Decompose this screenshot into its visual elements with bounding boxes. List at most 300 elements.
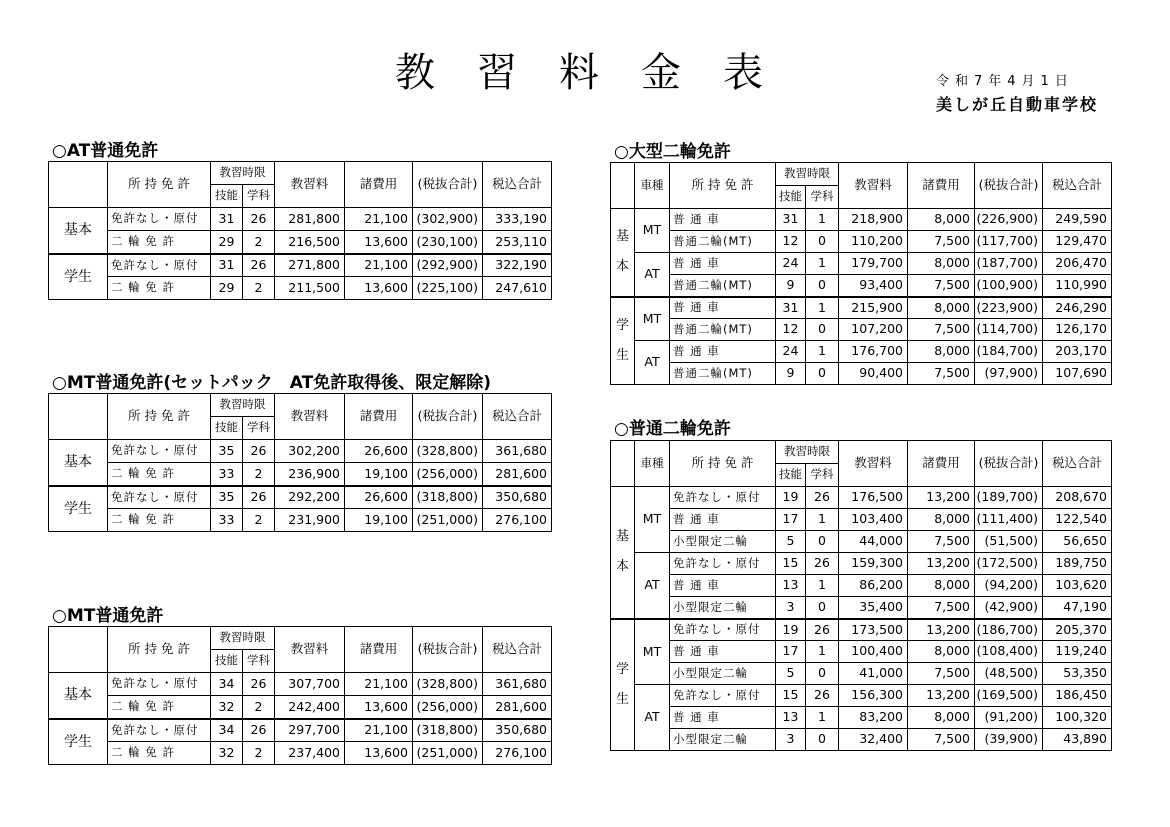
header-misc: 諸費用 bbox=[908, 441, 975, 487]
table-row bbox=[49, 486, 552, 509]
incl-cell: 350,680 bbox=[483, 486, 552, 509]
section-title-large-moto: ○大型二輪免許 bbox=[614, 142, 731, 162]
misc-cell: 13,200 bbox=[908, 619, 975, 641]
skill-cell: 32 bbox=[211, 742, 243, 765]
vehicle-cell: MT bbox=[635, 487, 670, 553]
header-incl: 税込合計 bbox=[1043, 163, 1112, 209]
header-incl: 税込合計 bbox=[483, 627, 552, 673]
misc-cell: 13,200 bbox=[908, 685, 975, 707]
tuition-cell: 179,700 bbox=[839, 253, 908, 275]
license-cell: 免許なし・原付 bbox=[108, 440, 211, 463]
license-cell: 免許なし・原付 bbox=[108, 486, 211, 509]
group-char: 生 bbox=[615, 691, 629, 707]
tuition-cell: 173,500 bbox=[839, 619, 908, 641]
theory-cell: 1 bbox=[806, 509, 839, 531]
header-misc: 諸費用 bbox=[345, 627, 413, 673]
tuition-cell: 156,300 bbox=[839, 685, 908, 707]
incl-cell: 208,670 bbox=[1043, 487, 1112, 509]
misc-cell: 7,500 bbox=[908, 319, 975, 341]
header-license: 所 持 免 許 bbox=[108, 627, 211, 673]
tuition-cell: 93,400 bbox=[839, 275, 908, 297]
misc-cell: 13,200 bbox=[908, 487, 975, 509]
table-row bbox=[611, 487, 1112, 509]
excl-cell: (184,700) bbox=[975, 341, 1043, 363]
header-excl: (税抜合計) bbox=[413, 162, 483, 208]
misc-cell: 8,000 bbox=[908, 209, 975, 231]
group-label: 基本 bbox=[49, 673, 108, 719]
header-tuition: 教習料 bbox=[839, 441, 908, 487]
misc-cell: 8,000 bbox=[908, 297, 975, 319]
misc-cell: 21,100 bbox=[345, 719, 413, 742]
tuition-cell: 242,400 bbox=[275, 696, 345, 719]
theory-cell: 26 bbox=[243, 254, 275, 277]
table-row bbox=[611, 663, 1112, 685]
license-cell: 二 輪 免 許 bbox=[108, 231, 211, 254]
section-title-at-normal: ○AT普通免許 bbox=[52, 141, 159, 161]
license-cell: 小型限定二輪 bbox=[670, 663, 776, 685]
skill-cell: 29 bbox=[211, 277, 243, 300]
incl-cell: 350,680 bbox=[483, 719, 552, 742]
header-vehicle: 車種 bbox=[635, 441, 670, 487]
skill-cell: 13 bbox=[776, 707, 806, 729]
skill-cell: 15 bbox=[776, 685, 806, 707]
excl-cell: (318,800) bbox=[413, 486, 483, 509]
excl-cell: (42,900) bbox=[975, 597, 1043, 619]
license-cell: 二 輪 免 許 bbox=[108, 696, 211, 719]
misc-cell: 8,000 bbox=[908, 707, 975, 729]
license-cell: 普通二輪(MT) bbox=[670, 275, 776, 297]
license-cell: 二 輪 免 許 bbox=[108, 509, 211, 532]
header-theory: 学科 bbox=[243, 417, 275, 440]
license-cell: 免許なし・原付 bbox=[108, 719, 211, 742]
tuition-cell: 86,200 bbox=[839, 575, 908, 597]
misc-cell: 8,000 bbox=[908, 575, 975, 597]
table-row bbox=[611, 341, 1112, 363]
skill-cell: 19 bbox=[776, 487, 806, 509]
header-incl: 税込合計 bbox=[1043, 441, 1112, 487]
incl-cell: 253,110 bbox=[483, 231, 552, 254]
excl-cell: (100,900) bbox=[975, 275, 1043, 297]
incl-cell: 276,100 bbox=[483, 742, 552, 765]
incl-cell: 100,320 bbox=[1043, 707, 1112, 729]
license-cell: 普通二輪(MT) bbox=[670, 363, 776, 385]
skill-cell: 24 bbox=[776, 253, 806, 275]
header-misc: 諸費用 bbox=[908, 163, 975, 209]
misc-cell: 7,500 bbox=[908, 275, 975, 297]
tuition-cell: 237,400 bbox=[275, 742, 345, 765]
excl-cell: (189,700) bbox=[975, 487, 1043, 509]
table-row bbox=[611, 641, 1112, 663]
misc-cell: 26,600 bbox=[345, 440, 413, 463]
incl-cell: 189,750 bbox=[1043, 553, 1112, 575]
incl-cell: 205,370 bbox=[1043, 619, 1112, 641]
misc-cell: 13,600 bbox=[345, 277, 413, 300]
license-cell: 免許なし・原付 bbox=[670, 553, 776, 575]
excl-cell: (169,500) bbox=[975, 685, 1043, 707]
table-row bbox=[611, 231, 1112, 253]
group-label: 基本 bbox=[49, 208, 108, 254]
header-license: 所 持 免 許 bbox=[670, 441, 776, 487]
skill-cell: 13 bbox=[776, 575, 806, 597]
section-title-mt-normal: ○MT普通免許 bbox=[52, 606, 164, 626]
theory-cell: 26 bbox=[806, 685, 839, 707]
incl-cell: 43,890 bbox=[1043, 729, 1112, 751]
theory-cell: 26 bbox=[243, 719, 275, 742]
license-cell: 免許なし・原付 bbox=[108, 673, 211, 696]
skill-cell: 12 bbox=[776, 231, 806, 253]
tuition-cell: 176,700 bbox=[839, 341, 908, 363]
vehicle-cell: AT bbox=[635, 253, 670, 297]
theory-cell: 26 bbox=[243, 673, 275, 696]
theory-cell: 0 bbox=[806, 363, 839, 385]
license-cell: 普 通 車 bbox=[670, 297, 776, 319]
misc-cell: 7,500 bbox=[908, 531, 975, 553]
fee-table-normal-moto bbox=[610, 440, 1112, 751]
tuition-cell: 211,500 bbox=[275, 277, 345, 300]
incl-cell: 56,650 bbox=[1043, 531, 1112, 553]
incl-cell: 47,190 bbox=[1043, 597, 1112, 619]
table-row bbox=[611, 509, 1112, 531]
license-cell: 普 通 車 bbox=[670, 341, 776, 363]
group-label-vertical bbox=[611, 297, 635, 385]
incl-cell: 53,350 bbox=[1043, 663, 1112, 685]
tuition-cell: 231,900 bbox=[275, 509, 345, 532]
theory-cell: 1 bbox=[806, 253, 839, 275]
theory-cell: 0 bbox=[806, 319, 839, 341]
vehicle-cell: AT bbox=[635, 341, 670, 385]
skill-cell: 3 bbox=[776, 729, 806, 751]
skill-cell: 35 bbox=[211, 486, 243, 509]
license-cell: 二 輪 免 許 bbox=[108, 463, 211, 486]
excl-cell: (292,900) bbox=[413, 254, 483, 277]
misc-cell: 7,500 bbox=[908, 597, 975, 619]
excl-cell: (97,900) bbox=[975, 363, 1043, 385]
table-row bbox=[49, 254, 552, 277]
vehicle-cell: AT bbox=[635, 553, 670, 619]
table-row bbox=[49, 509, 552, 532]
group-char: 本 bbox=[615, 559, 629, 575]
incl-cell: 249,590 bbox=[1043, 209, 1112, 231]
vehicle-cell: MT bbox=[635, 297, 670, 341]
group-label: 基本 bbox=[49, 440, 108, 486]
tuition-cell: 215,900 bbox=[839, 297, 908, 319]
skill-cell: 5 bbox=[776, 531, 806, 553]
issue-date: 令和7年4月1日 bbox=[936, 74, 1074, 89]
header-theory: 学科 bbox=[243, 185, 275, 208]
table-row bbox=[49, 440, 552, 463]
tuition-cell: 90,400 bbox=[839, 363, 908, 385]
header-theory: 学科 bbox=[806, 464, 839, 487]
header-excl: (税抜合計) bbox=[413, 394, 483, 440]
license-cell: 普通二輪(MT) bbox=[670, 231, 776, 253]
table-row bbox=[611, 531, 1112, 553]
header-tuition: 教習料 bbox=[839, 163, 908, 209]
skill-cell: 31 bbox=[776, 297, 806, 319]
excl-cell: (114,700) bbox=[975, 319, 1043, 341]
tuition-cell: 32,400 bbox=[839, 729, 908, 751]
header-incl: 税込合計 bbox=[483, 162, 552, 208]
tuition-cell: 44,000 bbox=[839, 531, 908, 553]
header-excl: (税抜合計) bbox=[413, 627, 483, 673]
misc-cell: 13,600 bbox=[345, 742, 413, 765]
fee-table-mt-normal bbox=[48, 626, 552, 765]
incl-cell: 203,170 bbox=[1043, 341, 1112, 363]
header-skill: 技能 bbox=[211, 417, 243, 440]
license-cell: 免許なし・原付 bbox=[670, 487, 776, 509]
license-cell: 普 通 車 bbox=[670, 509, 776, 531]
header-hours: 教習時限 bbox=[211, 162, 275, 185]
excl-cell: (39,900) bbox=[975, 729, 1043, 751]
license-cell: 普 通 車 bbox=[670, 575, 776, 597]
group-label-vertical bbox=[611, 487, 635, 619]
header-blank bbox=[49, 627, 108, 673]
header-tuition: 教習料 bbox=[275, 162, 345, 208]
skill-cell: 31 bbox=[211, 254, 243, 277]
license-cell: 小型限定二輪 bbox=[670, 597, 776, 619]
header-excl: (税抜合計) bbox=[975, 441, 1043, 487]
table-row bbox=[611, 729, 1112, 751]
header-hours: 教習時限 bbox=[211, 394, 275, 417]
table-row bbox=[611, 597, 1112, 619]
excl-cell: (256,000) bbox=[413, 696, 483, 719]
tuition-cell: 292,200 bbox=[275, 486, 345, 509]
theory-cell: 0 bbox=[806, 663, 839, 685]
header-blank bbox=[611, 441, 635, 487]
theory-cell: 0 bbox=[806, 275, 839, 297]
tuition-cell: 83,200 bbox=[839, 707, 908, 729]
table-row bbox=[49, 208, 552, 231]
excl-cell: (187,700) bbox=[975, 253, 1043, 275]
fee-table-mt-set bbox=[48, 393, 552, 532]
theory-cell: 26 bbox=[806, 619, 839, 641]
incl-cell: 361,680 bbox=[483, 440, 552, 463]
incl-cell: 103,620 bbox=[1043, 575, 1112, 597]
misc-cell: 8,000 bbox=[908, 509, 975, 531]
table-row bbox=[49, 231, 552, 254]
license-cell: 二 輪 免 許 bbox=[108, 277, 211, 300]
license-cell: 小型限定二輪 bbox=[670, 531, 776, 553]
skill-cell: 29 bbox=[211, 231, 243, 254]
header-misc: 諸費用 bbox=[345, 162, 413, 208]
tuition-cell: 281,800 bbox=[275, 208, 345, 231]
skill-cell: 31 bbox=[211, 208, 243, 231]
license-cell: 普 通 車 bbox=[670, 641, 776, 663]
skill-cell: 33 bbox=[211, 463, 243, 486]
incl-cell: 333,190 bbox=[483, 208, 552, 231]
table-row bbox=[611, 575, 1112, 597]
license-cell: 小型限定二輪 bbox=[670, 729, 776, 751]
skill-cell: 17 bbox=[776, 509, 806, 531]
incl-cell: 129,470 bbox=[1043, 231, 1112, 253]
table-row bbox=[611, 363, 1112, 385]
theory-cell: 26 bbox=[243, 486, 275, 509]
skill-cell: 3 bbox=[776, 597, 806, 619]
excl-cell: (251,000) bbox=[413, 742, 483, 765]
tuition-cell: 41,000 bbox=[839, 663, 908, 685]
tuition-cell: 236,900 bbox=[275, 463, 345, 486]
skill-cell: 9 bbox=[776, 363, 806, 385]
header-theory: 学科 bbox=[243, 650, 275, 673]
excl-cell: (186,700) bbox=[975, 619, 1043, 641]
group-char: 本 bbox=[615, 259, 629, 275]
incl-cell: 322,190 bbox=[483, 254, 552, 277]
skill-cell: 31 bbox=[776, 209, 806, 231]
table-row bbox=[611, 319, 1112, 341]
misc-cell: 21,100 bbox=[345, 208, 413, 231]
skill-cell: 35 bbox=[211, 440, 243, 463]
incl-cell: 119,240 bbox=[1043, 641, 1112, 663]
theory-cell: 26 bbox=[243, 208, 275, 231]
misc-cell: 8,000 bbox=[908, 641, 975, 663]
theory-cell: 1 bbox=[806, 707, 839, 729]
theory-cell: 2 bbox=[243, 463, 275, 486]
header-hours: 教習時限 bbox=[776, 163, 839, 186]
header-hours: 教習時限 bbox=[776, 441, 839, 464]
tuition-cell: 297,700 bbox=[275, 719, 345, 742]
skill-cell: 34 bbox=[211, 673, 243, 696]
section-title-mt-set: ○MT普通免許(セットパック AT免許取得後、限定解除) bbox=[52, 373, 491, 393]
group-label-vertical bbox=[611, 619, 635, 751]
incl-cell: 186,450 bbox=[1043, 685, 1112, 707]
group-label: 学生 bbox=[49, 719, 108, 765]
theory-cell: 0 bbox=[806, 597, 839, 619]
fee-table-at-normal bbox=[48, 161, 552, 300]
header-blank bbox=[611, 163, 635, 209]
theory-cell: 0 bbox=[806, 729, 839, 751]
table-row bbox=[611, 297, 1112, 319]
incl-cell: 281,600 bbox=[483, 696, 552, 719]
skill-cell: 17 bbox=[776, 641, 806, 663]
header-misc: 諸費用 bbox=[345, 394, 413, 440]
theory-cell: 1 bbox=[806, 297, 839, 319]
incl-cell: 126,170 bbox=[1043, 319, 1112, 341]
tuition-cell: 176,500 bbox=[839, 487, 908, 509]
misc-cell: 21,100 bbox=[345, 254, 413, 277]
misc-cell: 7,500 bbox=[908, 729, 975, 751]
table-row bbox=[49, 696, 552, 719]
incl-cell: 276,100 bbox=[483, 509, 552, 532]
misc-cell: 13,200 bbox=[908, 553, 975, 575]
header-blank bbox=[49, 394, 108, 440]
header-tuition: 教習料 bbox=[275, 394, 345, 440]
tuition-cell: 107,200 bbox=[839, 319, 908, 341]
group-char: 基 bbox=[615, 529, 629, 545]
header-incl: 税込合計 bbox=[483, 394, 552, 440]
header-skill: 技能 bbox=[776, 464, 806, 487]
tuition-cell: 35,400 bbox=[839, 597, 908, 619]
table-row bbox=[611, 619, 1112, 641]
table-row bbox=[611, 253, 1112, 275]
theory-cell: 2 bbox=[243, 509, 275, 532]
excl-cell: (328,800) bbox=[413, 440, 483, 463]
tuition-cell: 216,500 bbox=[275, 231, 345, 254]
tuition-cell: 103,400 bbox=[839, 509, 908, 531]
header-blank bbox=[49, 162, 108, 208]
excl-cell: (328,800) bbox=[413, 673, 483, 696]
misc-cell: 26,600 bbox=[345, 486, 413, 509]
tuition-cell: 110,200 bbox=[839, 231, 908, 253]
license-cell: 免許なし・原付 bbox=[108, 208, 211, 231]
school-name: 美しが丘自動車学校 bbox=[936, 95, 1099, 114]
header-license: 所 持 免 許 bbox=[108, 162, 211, 208]
skill-cell: 15 bbox=[776, 553, 806, 575]
header-theory: 学科 bbox=[806, 186, 839, 209]
misc-cell: 7,500 bbox=[908, 231, 975, 253]
misc-cell: 7,500 bbox=[908, 363, 975, 385]
skill-cell: 12 bbox=[776, 319, 806, 341]
header-skill: 技能 bbox=[211, 650, 243, 673]
header-skill: 技能 bbox=[776, 186, 806, 209]
excl-cell: (318,800) bbox=[413, 719, 483, 742]
incl-cell: 110,990 bbox=[1043, 275, 1112, 297]
header-excl: (税抜合計) bbox=[975, 163, 1043, 209]
misc-cell: 7,500 bbox=[908, 663, 975, 685]
theory-cell: 0 bbox=[806, 231, 839, 253]
group-char: 生 bbox=[615, 347, 629, 363]
header-skill: 技能 bbox=[211, 185, 243, 208]
header-vehicle: 車種 bbox=[635, 163, 670, 209]
incl-cell: 361,680 bbox=[483, 673, 552, 696]
theory-cell: 1 bbox=[806, 341, 839, 363]
misc-cell: 13,600 bbox=[345, 696, 413, 719]
vehicle-cell: AT bbox=[635, 685, 670, 751]
header-tuition: 教習料 bbox=[275, 627, 345, 673]
theory-cell: 2 bbox=[243, 696, 275, 719]
excl-cell: (226,900) bbox=[975, 209, 1043, 231]
vehicle-cell: MT bbox=[635, 619, 670, 685]
group-char: 基 bbox=[615, 229, 629, 245]
incl-cell: 206,470 bbox=[1043, 253, 1112, 275]
skill-cell: 34 bbox=[211, 719, 243, 742]
excl-cell: (48,500) bbox=[975, 663, 1043, 685]
theory-cell: 26 bbox=[243, 440, 275, 463]
table-row bbox=[49, 719, 552, 742]
license-cell: 免許なし・原付 bbox=[108, 254, 211, 277]
skill-cell: 24 bbox=[776, 341, 806, 363]
theory-cell: 26 bbox=[806, 553, 839, 575]
excl-cell: (251,000) bbox=[413, 509, 483, 532]
license-cell: 二 輪 免 許 bbox=[108, 742, 211, 765]
table-row bbox=[611, 553, 1112, 575]
license-cell: 免許なし・原付 bbox=[670, 685, 776, 707]
excl-cell: (94,200) bbox=[975, 575, 1043, 597]
skill-cell: 33 bbox=[211, 509, 243, 532]
misc-cell: 13,600 bbox=[345, 231, 413, 254]
excl-cell: (111,400) bbox=[975, 509, 1043, 531]
excl-cell: (256,000) bbox=[413, 463, 483, 486]
theory-cell: 1 bbox=[806, 575, 839, 597]
header-license: 所 持 免 許 bbox=[670, 163, 776, 209]
theory-cell: 26 bbox=[806, 487, 839, 509]
theory-cell: 1 bbox=[806, 209, 839, 231]
excl-cell: (223,900) bbox=[975, 297, 1043, 319]
incl-cell: 246,290 bbox=[1043, 297, 1112, 319]
skill-cell: 32 bbox=[211, 696, 243, 719]
group-label-vertical bbox=[611, 209, 635, 297]
tuition-cell: 307,700 bbox=[275, 673, 345, 696]
license-cell: 普 通 車 bbox=[670, 707, 776, 729]
excl-cell: (91,200) bbox=[975, 707, 1043, 729]
skill-cell: 19 bbox=[776, 619, 806, 641]
table-row bbox=[49, 742, 552, 765]
excl-cell: (225,100) bbox=[413, 277, 483, 300]
theory-cell: 2 bbox=[243, 231, 275, 254]
header-hours: 教習時限 bbox=[211, 627, 275, 650]
incl-cell: 247,610 bbox=[483, 277, 552, 300]
tuition-cell: 218,900 bbox=[839, 209, 908, 231]
group-label: 学生 bbox=[49, 254, 108, 300]
license-cell: 免許なし・原付 bbox=[670, 619, 776, 641]
